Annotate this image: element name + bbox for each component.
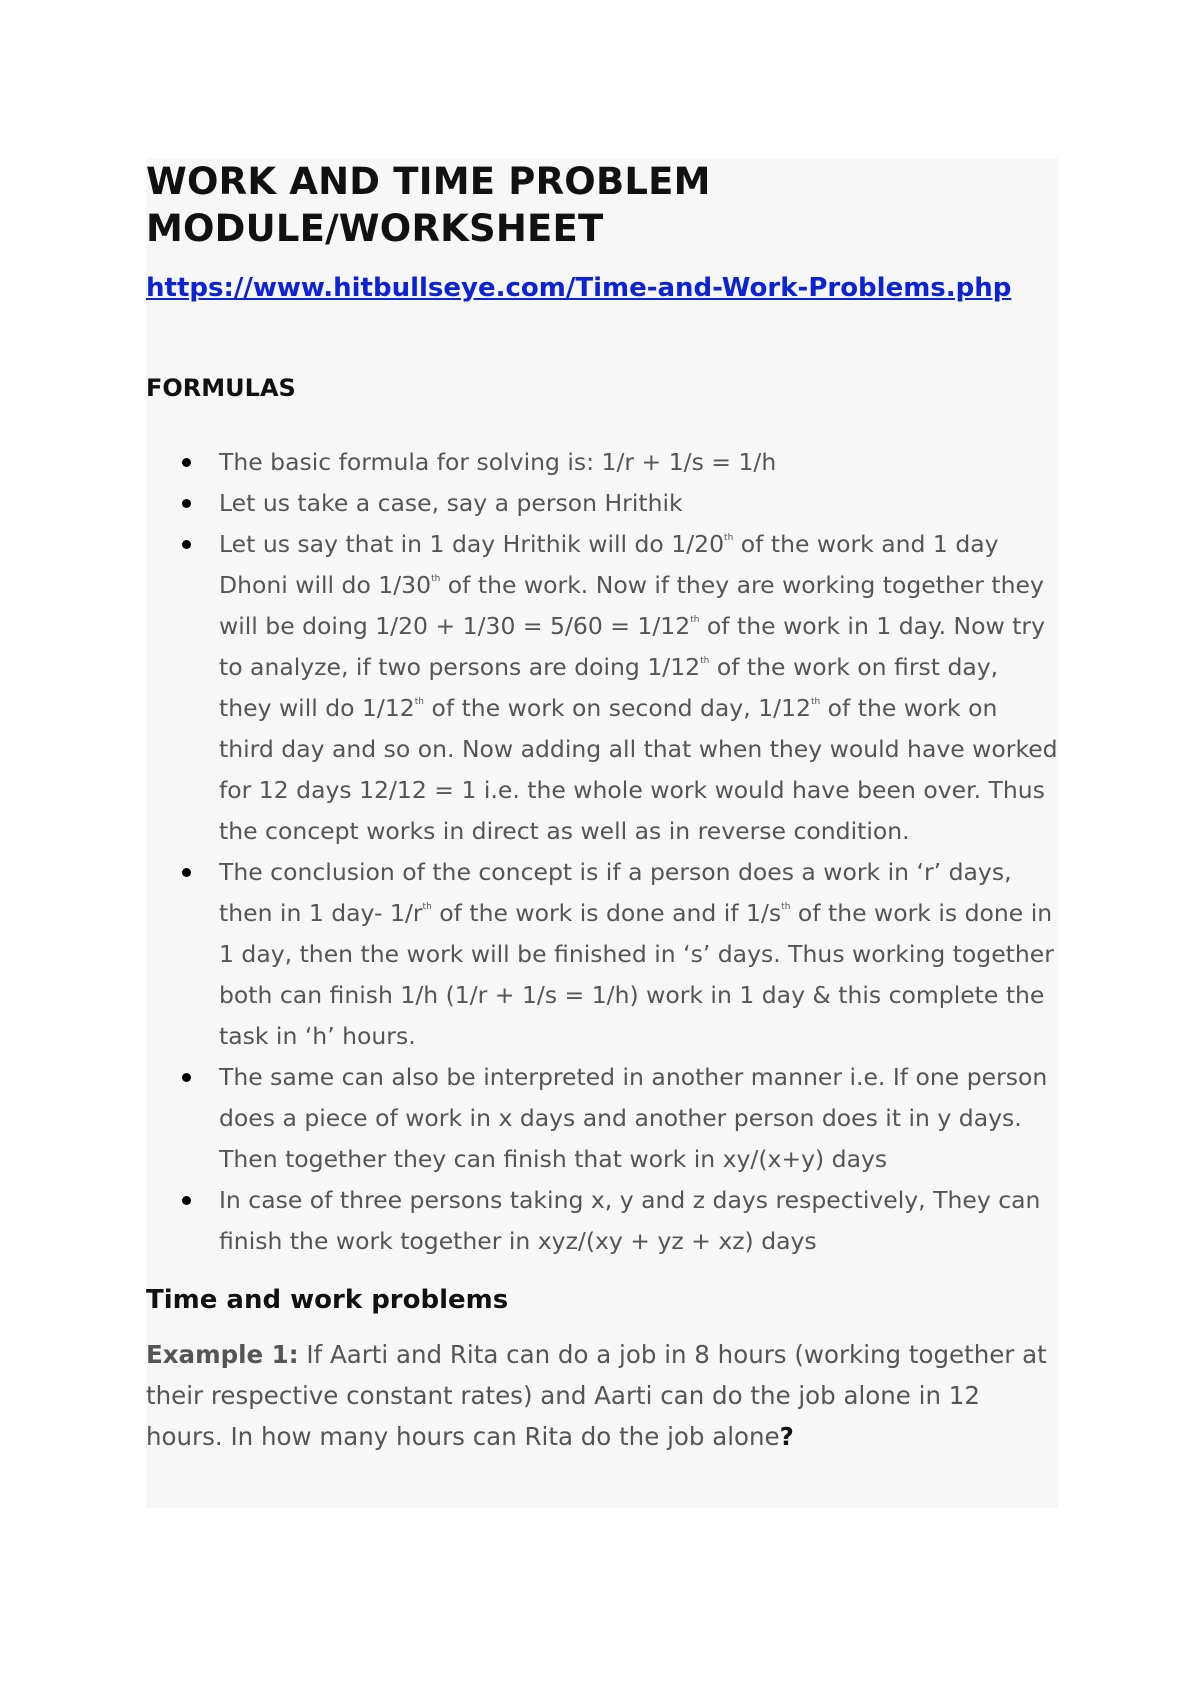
bullet-icon <box>182 868 191 877</box>
document-content <box>146 158 1058 1457</box>
list-item <box>146 442 1058 483</box>
list-item-text: of the work is done and if 1/s <box>431 899 782 927</box>
list-item-text: of the work on first day, they will do 1/12 <box>219 653 999 722</box>
superscript: th <box>781 902 791 912</box>
list-item <box>146 1057 1058 1180</box>
list-item-text: The conclusion of the concept is if a person does a work in ‘r’ days, then in 1 day- 1/r <box>219 858 1012 927</box>
superscript: th <box>724 533 734 543</box>
title-line-1: WORK AND TIME PROBLEM <box>146 160 711 203</box>
list-item-text: of the work on second day, 1/12 <box>424 694 811 722</box>
example-text: If Aarti and Rita can do a job in 8 hours (working together at their respective constant rates) and Aarti can do the job alone in 12 hours. In how many hours can Rita do the job alone <box>146 1340 1047 1451</box>
list-item-text: The same can also be interpreted in another manner i.e. If one person does a piece of work in x days and another person does it in y days. Then together they can finish that work in xy/(x+y) days <box>219 1063 1048 1173</box>
superscript: th <box>690 615 700 625</box>
list-item <box>146 1180 1058 1262</box>
bullet-icon <box>182 499 191 508</box>
list-item-text: of the work and 1 day Dhoni will do 1/30 <box>219 530 999 599</box>
document-title <box>146 158 1058 252</box>
superscript: th <box>810 697 821 707</box>
formulas-heading: FORMULAS <box>146 374 296 402</box>
list-item-text: The basic formula for solving is: 1/r + 1/s = 1/h <box>219 448 777 476</box>
list-item-text: Let us take a case, say a person Hrithik <box>219 489 683 517</box>
list-item-text: of the work. Now if they are working together they will be doing 1/20 + 1/30 = 5/60 = 1/12 <box>219 571 1044 640</box>
bullet-icon <box>182 540 191 549</box>
list-item-text: of the work on third day and so on. Now adding all that when they would have worked for 12 days 12/12 = 1 i.e. the whole work would have been over. Thus the concept works in direct as well as in reverse condition. <box>219 694 1058 845</box>
example-paragraph <box>146 1334 1058 1457</box>
title-line-2: MODULE/WORKSHEET <box>146 207 604 250</box>
list-item <box>146 852 1058 1057</box>
list-item <box>146 483 1058 524</box>
section-heading: Time and work problems <box>146 1285 509 1315</box>
list-item <box>146 524 1058 852</box>
question-mark: ? <box>779 1422 794 1451</box>
superscript: th <box>431 574 441 584</box>
formulas-list <box>146 442 1058 1262</box>
list-item-text: Let us say that in 1 day Hrithik will do 1/20 <box>219 530 725 558</box>
bullet-icon <box>182 1073 191 1082</box>
list-item-text: of the work is done in 1 day, then the work will be finished in ‘s’ days. Thus working together both can finish 1/h (1/r + 1/s = 1/h) work in 1 day & this complete the task in ‘h’ hours. <box>219 899 1054 1050</box>
superscript: th <box>700 656 710 666</box>
list-item-text: of the work in 1 day. Now try to analyze, if two persons are doing 1/12 <box>219 612 1045 681</box>
source-link[interactable]: https://www.hitbullseye.com/Time-and-Work-Problems.php <box>146 273 1012 303</box>
bullet-icon <box>182 458 191 467</box>
bullet-icon <box>182 1196 191 1205</box>
superscript: th <box>422 902 432 912</box>
list-item-text: In case of three persons taking x, y and z days respectively, They can finish the work together in xyz/(xy + yz + xz) days <box>219 1186 1041 1255</box>
example-label: Example 1: <box>146 1340 299 1369</box>
superscript: th <box>414 697 424 707</box>
